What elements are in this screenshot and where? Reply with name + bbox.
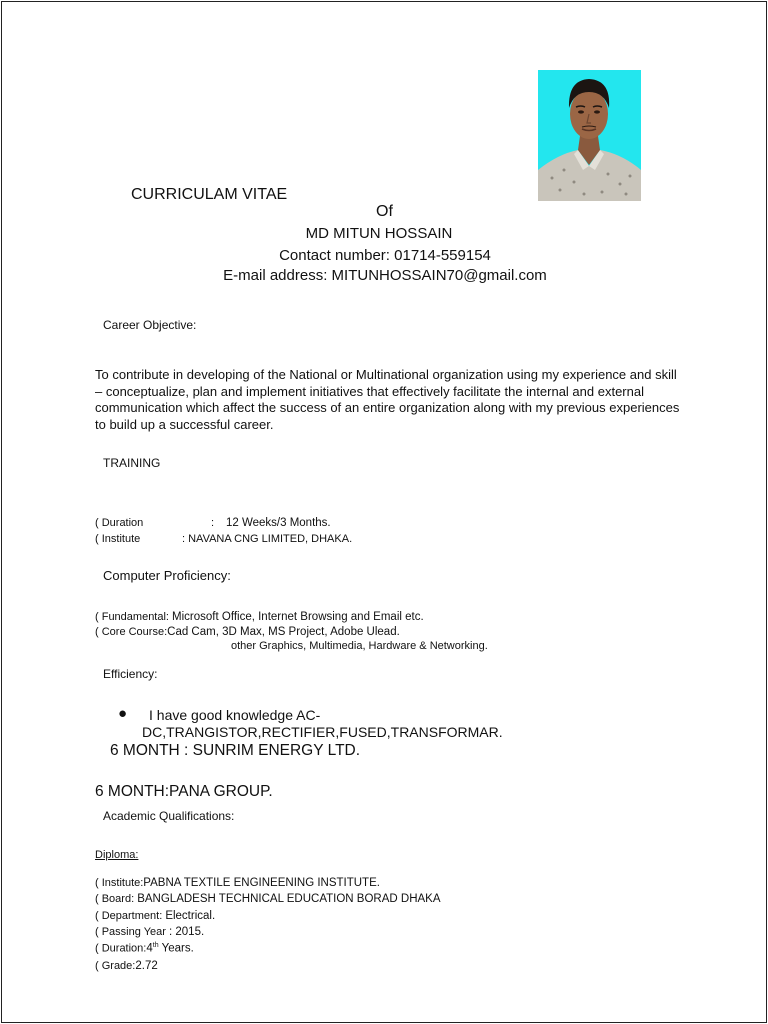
academic-board-value: BANGLADESH TECHNICAL EDUCATION BORAD DHAKA	[137, 893, 441, 905]
academic-passing-key: ( Passing Year	[95, 926, 166, 938]
efficiency-bullet-line2: DC,TRANGISTOR,RECTIFIER,FUSED,TRANSFORMAR.	[142, 724, 503, 740]
academic-department-value: Electrical.	[165, 910, 216, 922]
profile-photo	[538, 70, 641, 201]
bullet-icon: ●	[118, 705, 128, 722]
fundamental-value: Microsoft Office, Internet Browsing and Email etc.	[172, 611, 424, 623]
academic-duration-suffix: th	[152, 942, 159, 949]
computer-other: other Graphics, Multimedia, Hardware & Networking.	[231, 640, 488, 652]
academic-department	[95, 910, 215, 922]
training-institute	[95, 533, 352, 545]
candidate-name: MD MITUN HOSSAIN	[305, 225, 453, 242]
academic-passing-year	[95, 926, 204, 938]
email-address: E-mail address: MITUNHOSSAIN70@gmail.com	[223, 267, 547, 284]
training-duration	[95, 517, 331, 529]
academic-duration-number: 4	[146, 942, 153, 955]
core-course-value: Cad Cam, 3D Max, MS Project, Adobe Ulead.	[167, 626, 400, 638]
training-institute-value: : NAVANA CNG LIMITED, DHAKA.	[182, 533, 353, 545]
training-institute-key: ( Institute	[95, 533, 141, 545]
academic-duration	[95, 942, 194, 955]
cv-title: CURRICULAM VITAE	[131, 186, 288, 203]
academic-board-key: ( Board:	[95, 893, 135, 905]
academic-institute-value: PABNA TEXTILE ENGINEENING INSTITUTE.	[143, 877, 380, 889]
diploma-heading: Diploma:	[95, 849, 139, 861]
computer-core-course	[95, 626, 400, 638]
efficiency-bullet-line1: I have good knowledge AC-	[149, 707, 321, 723]
career-objective-heading: Career Objective:	[103, 318, 197, 332]
academic-passing-value: : 2015.	[169, 926, 205, 938]
academic-institute-key: ( Institute:	[95, 877, 144, 889]
fundamental-key: ( Fundamental:	[95, 611, 169, 623]
training-duration-value: 12 Weeks/3 Months.	[226, 517, 331, 529]
efficiency-heading: Efficiency:	[103, 667, 158, 681]
computer-proficiency-heading: Computer Proficiency:	[103, 568, 231, 583]
academic-duration-key: ( Duration:	[95, 942, 147, 955]
academic-grade	[95, 960, 158, 972]
experience-pana: 6 MONTH:PANA GROUP.	[95, 783, 273, 800]
academic-grade-key: ( Grade:	[95, 960, 136, 972]
academic-heading: Academic Qualifications:	[103, 809, 235, 823]
training-duration-sep: :	[211, 517, 215, 529]
academic-duration-rest: Years.	[158, 942, 194, 955]
computer-fundamental	[95, 611, 424, 623]
academic-department-key: ( Department:	[95, 910, 163, 922]
cv-page	[1, 1, 767, 1023]
contact-number: Contact number: 01714-559154	[279, 247, 491, 264]
academic-board	[95, 893, 441, 905]
training-heading: TRAINING	[103, 456, 161, 470]
career-objective-text: To contribute in developing of the National or Multinational organization using my experience and skill – conceptualize, plan and implement initiatives that effectively facilitate the internal and external communication which affect the success of an entire organization along with my previous experiences to build up a successful career.	[95, 367, 680, 432]
experience-sunrim: 6 MONTH : SUNRIM ENERGY LTD.	[110, 742, 361, 759]
core-course-key: ( Core Course:	[95, 626, 168, 638]
academic-institute	[95, 877, 380, 889]
cv-of: Of	[376, 203, 393, 220]
training-duration-key: ( Duration	[95, 517, 144, 529]
academic-grade-value: 2.72	[135, 960, 158, 972]
